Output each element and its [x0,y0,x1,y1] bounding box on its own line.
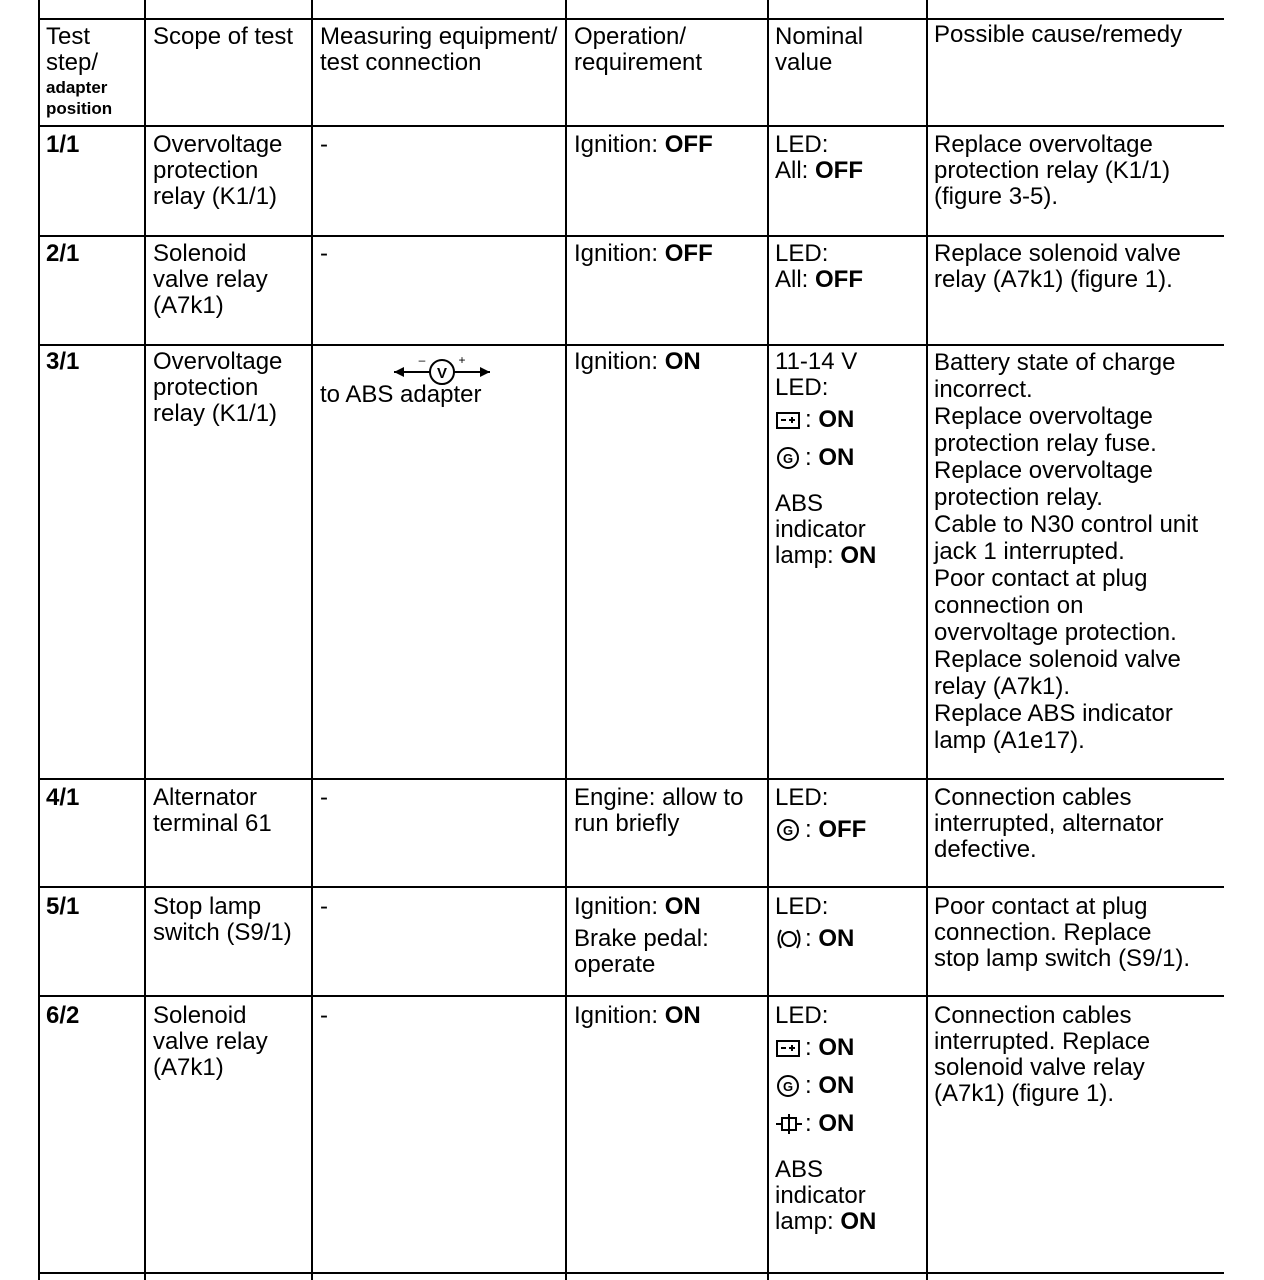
row4-cause [934,785,1163,863]
all-label: All: [775,266,816,293]
header-nominal-line: Nominal [775,23,864,50]
led-generator [775,811,866,849]
lamp-line: ABS [775,1156,824,1183]
op-value: ON [664,1002,701,1029]
row3-measuring [320,352,492,408]
led-colon: : [805,406,812,433]
voltage-value: 11-14 V [775,348,858,375]
led-battery [775,1029,876,1067]
row1-measuring [320,132,328,158]
header-operation [574,24,702,76]
row2-measuring [320,241,328,267]
cause-line: Replace ABS indicator [934,700,1173,727]
lamp-value: ON [840,1208,877,1235]
row3-step [46,349,79,375]
row5-nominal [775,894,854,958]
row4-step [46,785,79,811]
hline-bottom [38,1272,1224,1274]
vline-5 [926,0,928,1280]
lamp-value: ON [840,542,877,569]
row6-cause [934,1003,1150,1107]
led-colon: : [805,1110,812,1137]
row3-nominal [775,349,876,569]
measuring-text: to ABS adapter [320,381,482,408]
svg-text:V: V [436,365,448,382]
op-label: Ignition: [574,131,665,158]
scope-line: Stop lamp [153,893,262,920]
svg-text:G: G [782,451,794,466]
header-cause [934,22,1182,48]
led-state: ON [818,925,855,952]
scope-line: relay (K1/1) [153,400,278,427]
step-number: 4/1 [46,784,80,811]
cause-line: Replace solenoid valve [934,646,1181,673]
row5-scope [153,894,292,946]
header-step [46,24,112,121]
cause-line: Poor contact at plug [934,565,1148,592]
cause-line: Connection cables [934,1002,1132,1029]
stop-lamp-icon [775,927,803,951]
row4-nominal [775,785,866,849]
hline-top [38,18,1224,20]
op-line: operate [574,951,656,978]
row4-measuring [320,785,328,811]
led-colon: : [805,444,812,471]
vline-2 [311,0,313,1280]
header-step-sub: position [46,99,113,118]
cause-line: interrupted, alternator [934,810,1164,837]
row2-scope [153,241,268,319]
header-nominal-line: value [775,49,833,76]
scope-line: Solenoid [153,240,247,267]
led-label: LED: [775,131,829,158]
header-measuring [320,24,557,76]
cause-line: Replace solenoid valve [934,240,1181,267]
vline-4 [767,0,769,1280]
cause-line: overvoltage protection. [934,619,1177,646]
measuring-dash: - [320,1002,328,1029]
scope-line: Overvoltage [153,131,283,158]
scope-line: Alternator [153,784,258,811]
cause-line: protection relay. [934,484,1103,511]
measuring-dash: - [320,131,328,158]
led-stoplamp [775,920,854,958]
led-label: LED: [775,374,829,401]
row5-operation [574,894,709,978]
op-label: Ignition: [574,1002,665,1029]
svg-text:G: G [782,1079,794,1094]
led-state: ON [818,1072,855,1099]
header-cause-text: Possible cause/remedy [934,21,1183,48]
row1-scope [153,132,282,210]
cause-line: connection. Replace [934,919,1152,946]
row3-cause [934,349,1198,754]
row3-scope [153,349,282,427]
header-step-line: Test [46,23,91,50]
cause-line: incorrect. [934,376,1033,403]
lamp-line: lamp: [775,542,841,569]
svg-text:G: G [782,823,794,838]
op-value: OFF [664,240,713,267]
header-step-sub: adapter [46,78,108,97]
vline-left [38,0,40,1280]
led-generator [775,1067,876,1105]
op-value: ON [664,348,701,375]
led-state: ON [818,444,855,471]
step-number: 2/1 [46,240,80,267]
led-colon: : [805,925,812,952]
row5-step [46,894,79,920]
led-colon: : [805,816,812,843]
row4-scope [153,785,272,837]
cause-line: Battery state of charge [934,349,1176,376]
op-line: Brake pedal: [574,925,709,952]
cause-line: solenoid valve relay [934,1054,1145,1081]
cause-line: Replace overvoltage [934,403,1153,430]
scope-line: protection [153,374,259,401]
svg-text:+: + [458,353,466,367]
all-value: OFF [815,266,864,293]
op-line: Engine: allow to [574,784,744,811]
op-value: OFF [664,131,713,158]
lamp-line: lamp: [775,1208,841,1235]
row5-cause [934,894,1190,972]
cause-line: jack 1 interrupted. [934,538,1125,565]
hline-header [38,125,1224,127]
cause-line: lamp (A1e17). [934,727,1085,754]
scope-line: (A7k1) [153,1054,224,1081]
relay-icon [775,1112,803,1136]
header-scope [153,24,293,50]
scope-line: (A7k1) [153,292,224,319]
led-label: LED: [775,240,829,267]
cause-line: Replace overvoltage [934,457,1153,484]
row1-operation [574,132,713,158]
cause-line: interrupted. Replace [934,1028,1151,1055]
row5-measuring [320,894,328,920]
step-number: 5/1 [46,893,80,920]
cause-line: relay (A7k1). [934,673,1071,700]
scope-line: terminal 61 [153,810,272,837]
led-state: OFF [818,816,867,843]
scope-line: valve relay [153,266,268,293]
lamp-line: indicator [775,1182,866,1209]
svg-text:–: – [418,353,426,367]
led-relay [775,1105,876,1143]
row6-measuring [320,1003,328,1029]
row2-step [46,241,79,267]
step-number: 1/1 [46,131,80,158]
battery-icon [775,1036,803,1060]
row4-operation [574,785,743,837]
generator-icon [775,446,803,470]
cause-line: Connection cables [934,784,1132,811]
cause-line: Replace overvoltage [934,131,1153,158]
led-state: ON [818,406,855,433]
row6-operation [574,1003,701,1029]
scope-line: protection [153,157,259,184]
step-number: 3/1 [46,348,80,375]
header-step-line: step/ [46,49,99,76]
led-state: ON [818,1034,855,1061]
led-label: LED: [775,1002,829,1029]
vline-1 [144,0,146,1280]
header-nominal [775,24,863,76]
row6-step [46,1003,79,1029]
cause-line: defective. [934,836,1037,863]
cause-line: protection relay (K1/1) [934,157,1171,184]
cause-line: Poor contact at plug [934,893,1148,920]
led-state: ON [818,1110,855,1137]
op-label: Ignition: [574,240,665,267]
hline-row3 [38,778,1224,780]
lamp-line: indicator [775,516,866,543]
scope-line: Solenoid [153,1002,247,1029]
led-label: LED: [775,784,829,811]
row1-step [46,132,79,158]
led-battery [775,401,876,439]
scope-line: Overvoltage [153,348,283,375]
header-scope-text: Scope of test [153,23,294,50]
scope-line: valve relay [153,1028,268,1055]
row6-nominal [775,1003,876,1235]
led-label: LED: [775,893,829,920]
battery-icon [775,408,803,432]
row2-nominal [775,241,863,293]
cause-line: relay (A7k1) (figure 1). [934,266,1173,293]
lamp-line: ABS [775,490,824,517]
header-operation-line: Operation/ [574,23,687,50]
row1-nominal [775,132,863,184]
cause-line: protection relay fuse. [934,430,1157,457]
row6-scope [153,1003,268,1081]
row3-operation [574,349,701,375]
scope-line: switch (S9/1) [153,919,292,946]
op-value: ON [664,893,701,920]
step-number: 6/2 [46,1002,80,1029]
measuring-dash: - [320,893,328,920]
led-colon: : [805,1034,812,1061]
measuring-dash: - [320,240,328,267]
hline-row2 [38,344,1224,346]
row1-cause [934,132,1170,210]
scope-line: relay (K1/1) [153,183,278,210]
all-label: All: [775,157,816,184]
row2-cause [934,241,1181,293]
vline-3 [565,0,567,1280]
cause-line: connection on [934,592,1084,619]
measuring-dash: - [320,784,328,811]
led-colon: : [805,1072,812,1099]
op-label: Ignition: [574,893,665,920]
cause-line: (A7k1) (figure 1). [934,1080,1115,1107]
row2-operation [574,241,713,267]
op-label: Ignition: [574,348,665,375]
generator-icon [775,818,803,842]
generator-icon [775,1074,803,1098]
all-value: OFF [815,157,864,184]
header-operation-line: requirement [574,49,703,76]
led-generator [775,439,876,477]
cause-line: (figure 3-5). [934,183,1059,210]
op-line: run briefly [574,810,680,837]
cause-line: stop lamp switch (S9/1). [934,945,1191,972]
hline-row5 [38,995,1224,997]
cause-line: Cable to N30 control unit [934,511,1199,538]
hline-row4 [38,886,1224,888]
header-measuring-line: Measuring equipment/ [320,23,558,50]
hline-row1 [38,235,1224,237]
header-measuring-line: test connection [320,49,482,76]
